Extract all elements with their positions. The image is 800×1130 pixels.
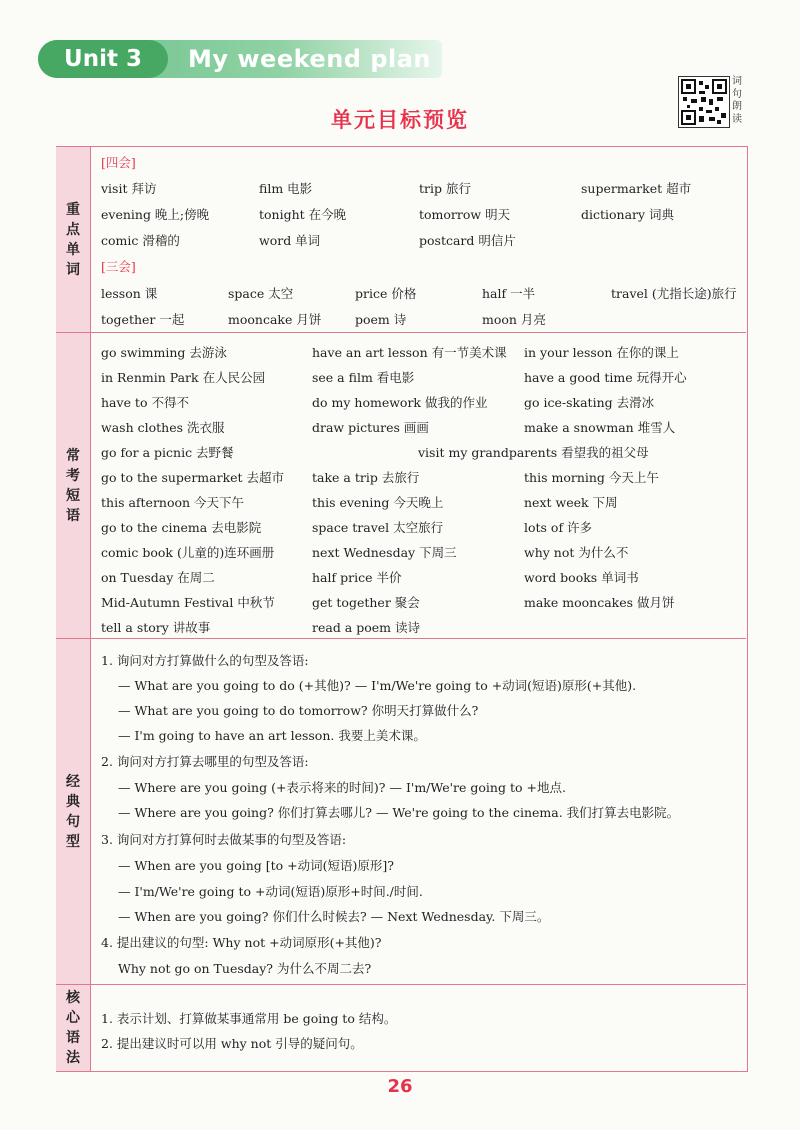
phrase-item: tell a story 讲故事: [101, 620, 211, 635]
phrase-item: comic book (儿童的)连环画册: [101, 545, 275, 560]
phrase-item: see a film 看电影: [312, 370, 415, 385]
phrase-item: space travel 太空旅行: [312, 520, 444, 535]
phrase-row: [101, 618, 746, 640]
sentence-line: — I'm/We're going to +动词(短语)原形+时间./时间.: [118, 884, 423, 899]
phrase-row: [101, 543, 746, 565]
vocab-word: together 一起: [101, 312, 185, 327]
phrase-item: have a good time 玩得开心: [524, 370, 687, 385]
sentence-line: 4. 提出建议的句型: Why not +动词原形(+其他)?: [101, 935, 382, 950]
sentence-line: — I'm going to have an art lesson. 我要上美术课。: [118, 728, 426, 743]
grammar-section: [56, 984, 746, 1071]
phrase-item: this afternoon 今天下午: [101, 495, 245, 510]
phrase-item: go swimming 去游泳: [101, 345, 227, 360]
phrase-item: next week 下周: [524, 495, 618, 510]
phrase-row: [101, 443, 746, 465]
phrase-item: go for a picnic 去野餐: [101, 445, 234, 460]
phrase-item: this morning 今天上午: [524, 470, 659, 485]
unit-title: My weekend plan: [188, 45, 432, 73]
vocab-word: moon 月亮: [482, 312, 546, 327]
vocab-word: half 一半: [482, 286, 536, 301]
sentences-label: 经典句型: [56, 639, 91, 985]
phrase-item: wash clothes 洗衣服: [101, 420, 225, 435]
vocab-word: poem 诗: [355, 312, 407, 327]
phrase-item: word books 单词书: [524, 570, 639, 585]
sentence-line: 1. 询问对方打算做什么的句型及答语:: [101, 653, 309, 668]
phrase-item: take a trip 去旅行: [312, 470, 420, 485]
vocab-row: [101, 231, 746, 253]
phrase-item: in Renmin Park 在人民公园: [101, 370, 266, 385]
phrase-item: half price 半价: [312, 570, 402, 585]
phrases-section: [56, 332, 746, 639]
phrase-row: [101, 568, 746, 590]
vocab-row: [101, 284, 746, 306]
vocab-word: travel (尤指长途)旅行: [611, 286, 737, 301]
unit-badge: Unit 3: [38, 40, 168, 78]
phrase-item: get together 聚会: [312, 595, 420, 610]
phrase-item: lots of 许多: [524, 520, 593, 535]
sentence-line: 2. 询问对方打算去哪里的句型及答语:: [101, 754, 309, 769]
phrase-item: make mooncakes 做月饼: [524, 595, 675, 610]
phrase-row: [101, 593, 746, 615]
sentence-line: — Where are you going (+表示将来的时间)? — I'm/We're going to +地点.: [118, 780, 566, 795]
phrase-item: why not 为什么不: [524, 545, 629, 560]
grammar-label: 核心语法: [56, 985, 91, 1071]
phrase-item: Mid-Autumn Festival 中秋节: [101, 595, 275, 610]
grammar-line: 1. 表示计划、打算做某事通常用 be going to 结构。: [101, 1011, 397, 1026]
phrase-item: read a poem 读诗: [312, 620, 420, 635]
sentence-line: — What are you going to do (+其他)? — I'm/We're going to +动词(短语)原形(+其他).: [118, 678, 637, 693]
phrase-item: on Tuesday 在周二: [101, 570, 215, 585]
phrase-row: [101, 468, 746, 490]
three-skill-tag: [三会]: [101, 259, 136, 274]
sentence-line: — Where are you going? 你们打算去哪儿? — We're going to the cinema. 我们打算去电影院。: [118, 805, 680, 820]
phrase-item: do my homework 做我的作业: [312, 395, 488, 410]
vocab-word: supermarket 超市: [581, 181, 692, 196]
vocab-section: [56, 147, 746, 332]
vocab-label: 重点单词: [56, 147, 91, 332]
phrase-row: [101, 493, 746, 515]
page-number: 26: [387, 1076, 413, 1097]
phrase-row: [101, 343, 746, 365]
vocab-word: tomorrow 明天: [419, 207, 511, 222]
phrase-row: [101, 418, 746, 440]
vocab-word: comic 滑稽的: [101, 233, 180, 248]
sentence-line: 3. 询问对方打算何时去做某事的句型及答语:: [101, 832, 347, 847]
vocab-word: tonight 在今晚: [259, 207, 347, 222]
phrase-item: go to the supermarket 去超市: [101, 470, 285, 485]
sentences-section: [56, 638, 746, 985]
sentence-line: Why not go on Tuesday? 为什么不周二去?: [118, 961, 372, 976]
vocab-word: visit 拜访: [101, 181, 157, 196]
phrase-item: this evening 今天晚上: [312, 495, 444, 510]
vocab-row: [101, 179, 746, 201]
sentence-line: — What are you going to do tomorrow? 你明天打算做什么?: [118, 703, 479, 718]
phrase-row: [101, 518, 746, 540]
vocab-word: dictionary 词典: [581, 207, 675, 222]
vocab-word: film 电影: [259, 181, 313, 196]
vocab-word: evening 晚上;傍晚: [101, 207, 210, 222]
phrase-row: [101, 393, 746, 415]
phrase-item: make a snowman 堆雪人: [524, 420, 676, 435]
sentence-line: — When are you going [to +动词(短语)原形]?: [118, 858, 394, 873]
vocab-word: lesson 课: [101, 286, 158, 301]
phrase-item: draw pictures 画画: [312, 420, 429, 435]
qr-label: 词句朗读: [732, 76, 742, 125]
phrase-item: go to the cinema 去电影院: [101, 520, 262, 535]
vocab-row: [101, 205, 746, 227]
phrase-item: next Wednesday 下周三: [312, 545, 457, 560]
grammar-line: 2. 提出建议时可以用 why not 引导的疑问句。: [101, 1036, 363, 1051]
page-title: 单元目标预览: [331, 108, 469, 132]
vocab-word: trip 旅行: [419, 181, 471, 196]
four-skill-tag: [四会]: [101, 155, 136, 170]
phrases-label: 常考短语: [56, 333, 91, 639]
phrase-item: in your lesson 在你的课上: [524, 345, 679, 360]
vocab-word: space 太空: [228, 286, 294, 301]
phrase-item: visit my grandparents 看望我的祖父母: [418, 445, 649, 460]
phrase-row: [101, 368, 746, 390]
vocab-word: mooncake 月饼: [228, 312, 322, 327]
phrase-item: have an art lesson 有一节美术课: [312, 345, 507, 360]
vocab-word: price 价格: [355, 286, 417, 301]
phrase-item: go ice-skating 去滑冰: [524, 395, 655, 410]
sentence-line: — When are you going? 你们什么时候去? — Next Wednesday. 下周三。: [118, 909, 550, 924]
vocab-word: postcard 明信片: [419, 233, 516, 248]
vocab-row: [101, 310, 746, 332]
phrase-item: have to 不得不: [101, 395, 189, 410]
vocab-word: word 单词: [259, 233, 321, 248]
